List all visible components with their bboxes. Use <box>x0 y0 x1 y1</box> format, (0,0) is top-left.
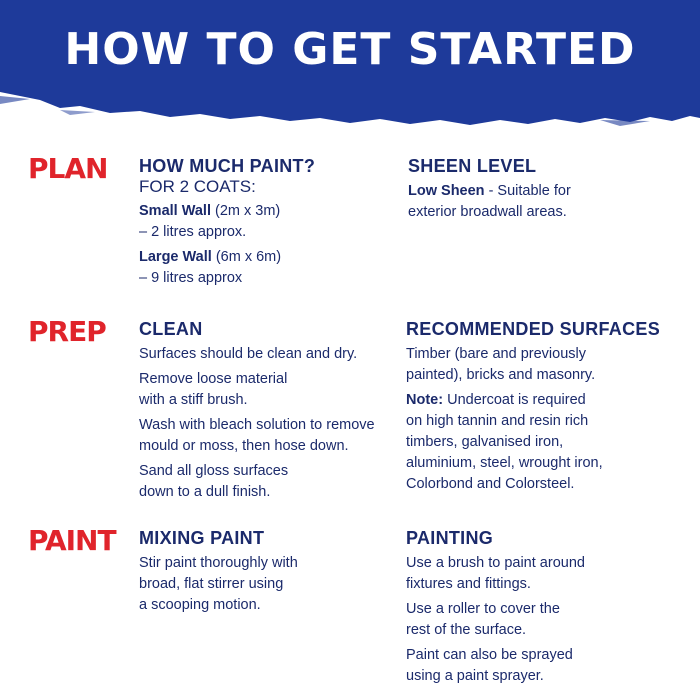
recommended-surfaces-heading: RECOMMENDED SURFACES <box>406 319 661 339</box>
for-2-coats-subheading: FOR 2 COATS: <box>139 177 256 196</box>
plan-right-column <box>408 155 688 223</box>
clean-item: Surfaces should be clean and dry. <box>139 346 358 362</box>
large-wall-label: Large Wall <box>139 249 212 265</box>
how-much-paint-heading: HOW MUCH PAINT? <box>139 156 316 176</box>
mixing-paint-heading: MIXING PAINT <box>139 528 265 548</box>
small-wall-amount: – 2 litres approx. <box>139 224 247 240</box>
paint-right-column <box>406 527 691 687</box>
clean-item: Remove loose material with a stiff brush. <box>139 371 288 408</box>
clean-heading: CLEAN <box>139 319 203 339</box>
note-label: Note: <box>406 392 444 408</box>
stage-label-paint: PAINT <box>28 524 116 557</box>
stage-label-prep: PREP <box>28 315 106 348</box>
painting-item: Use a roller to cover the rest of the surface. <box>406 601 560 638</box>
small-wall-line <box>139 201 389 222</box>
large-wall-line <box>139 247 389 268</box>
prep-left-column <box>139 318 404 503</box>
page-title: HOW TO GET STARTED <box>64 24 636 75</box>
sheen-level-text <box>408 181 688 223</box>
large-wall-dimensions: (6m x 6m) <box>211 249 282 265</box>
small-wall-label: Small Wall <box>139 203 211 219</box>
paint-left-column <box>139 527 394 616</box>
prep-right-column <box>406 318 691 495</box>
clean-item: Sand all gloss surfaces down to a dull finish. <box>139 463 289 500</box>
note-text: Undercoat is required on high tannin and resin rich timbers, galvanised iron, aluminium, steel, wrought iron, Colorbond and Colorsteel. <box>406 392 603 492</box>
painting-item: Paint can also be sprayed using a paint sprayer. <box>406 647 573 684</box>
sheen-level-value: Low Sheen <box>408 183 485 199</box>
clean-item: Wash with bleach solution to remove mould or moss, then hose down. <box>139 417 375 454</box>
sheen-level-heading: SHEEN LEVEL <box>408 156 537 176</box>
painting-heading: PAINTING <box>406 528 494 548</box>
mixing-paint-text: Stir paint thoroughly with broad, flat stirrer using a scooping motion. <box>139 555 298 613</box>
sheen-level-description: - Suitable for exterior broadwall areas. <box>408 183 571 220</box>
painting-item: Use a brush to paint around fixtures and fittings. <box>406 555 585 592</box>
small-wall-dimensions: (2m x 3m) <box>210 203 281 219</box>
stage-label-plan: PLAN <box>28 152 108 185</box>
undercoat-note <box>406 390 691 495</box>
header-banner <box>0 0 700 130</box>
plan-left-column <box>139 155 389 289</box>
large-wall-amount: – 9 litres approx <box>139 270 243 286</box>
recommended-surfaces-text: Timber (bare and previously painted), bricks and masonry. <box>406 346 596 383</box>
